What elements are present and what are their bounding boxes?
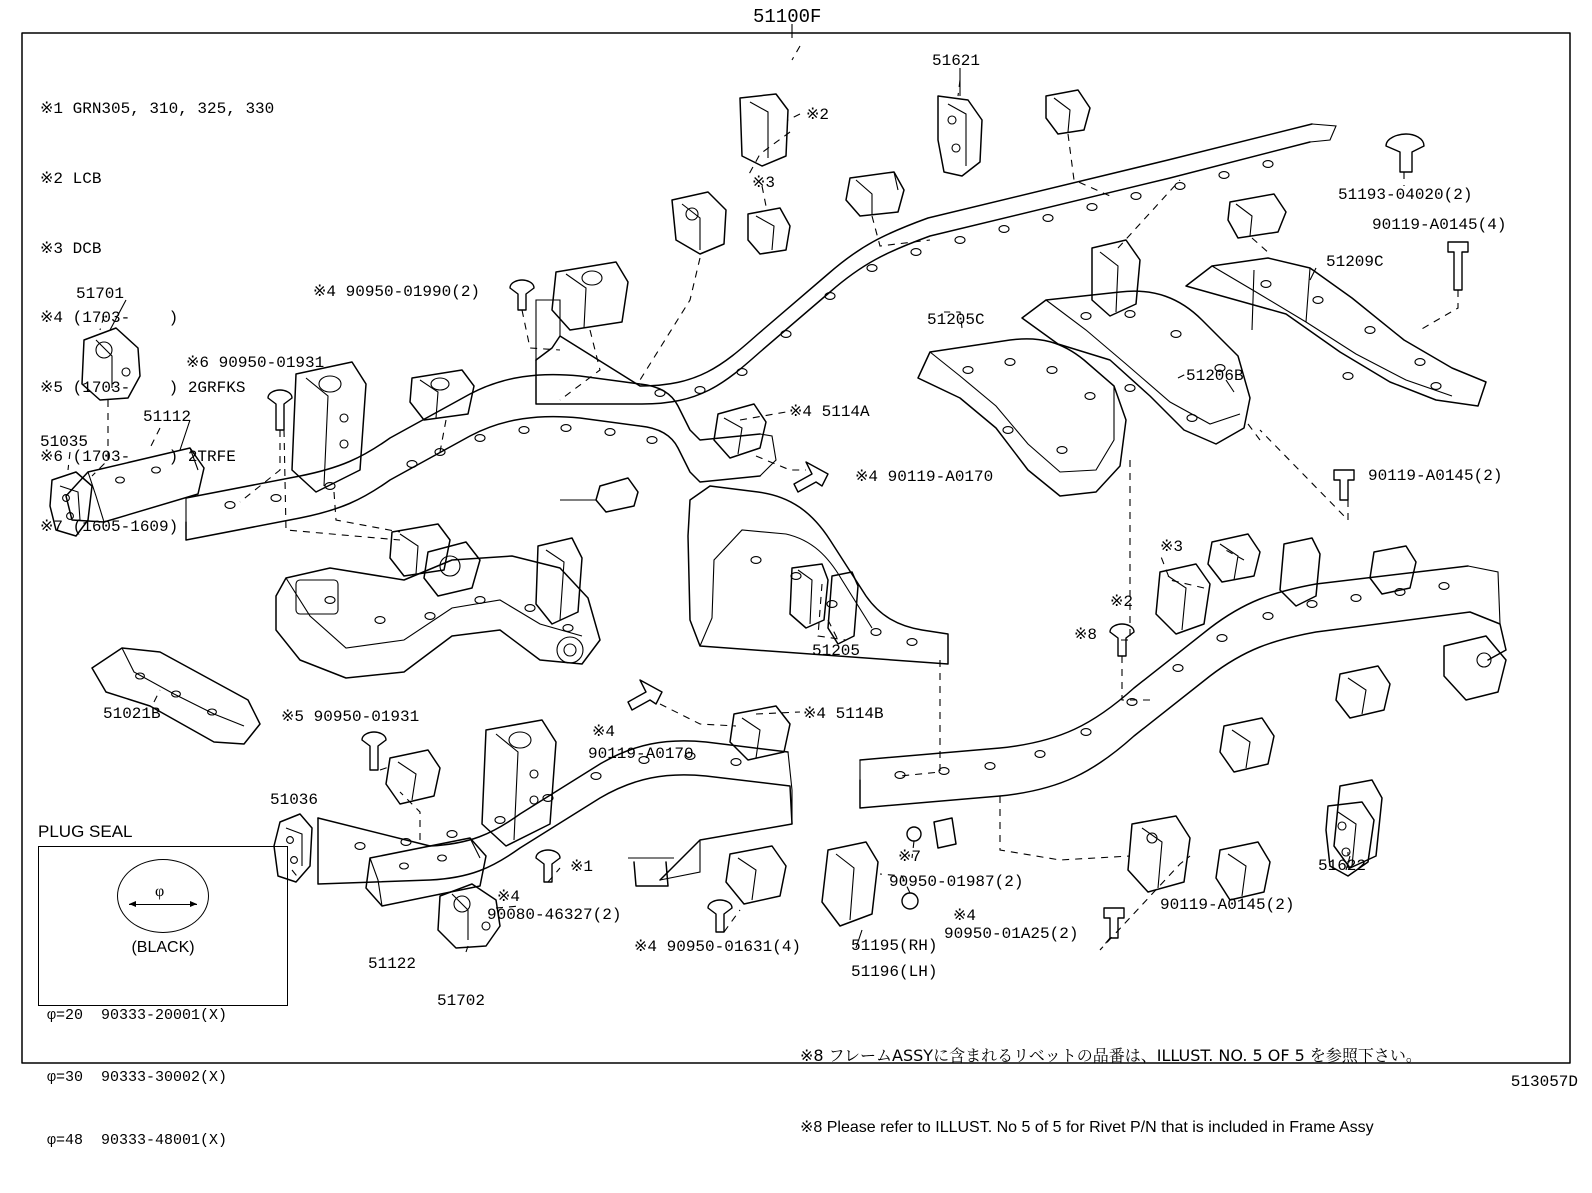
plug-seal-rows [47,965,227,1193]
part-callout-c21: 51021B [103,705,161,723]
part-callout-c26: 51036 [270,791,319,809]
plug-seal-row: φ=48 90333-48001(X) [47,1131,228,1149]
note-line: ※6 (1703- ) 2TRFE [40,448,236,467]
part-callout-c34: 90950-01A25(2) [944,925,1079,943]
diagram-code: 513057D [1510,1073,1578,1091]
plug-seal-legend [38,822,292,1149]
part-callout-c33: ※4 [953,907,977,925]
part-callout-c11: 51206B [1186,367,1244,385]
part-callout-c19: 51205 [812,642,861,660]
part-callout-c39: ※4 90950-01631(4) [634,938,802,956]
note-line: ※1 GRN305, 310, 325, 330 [40,100,275,119]
part-callout-c12: 51112 [143,408,192,426]
diameter-arrow-icon [129,904,197,905]
note-line: ※2 LCB [40,169,102,188]
part-callout-c24: ※4 5114B [803,705,884,723]
footer-note-jp: ※8 フレームASSYに含まれるリベットの品番は、ILLUST. NO. 5 OF 5 を参照下さい。 [800,1046,1422,1065]
part-callout-c04: 51193-04020(2) [1338,186,1473,204]
part-callout-c10: ※6 90950-01931 [186,354,325,372]
part-callout-c30: ※1 [570,858,594,876]
note-line: ※5 (1703- ) 2GRFKS [40,378,246,397]
part-callout-c31: ※4 [497,888,521,906]
part-callout-c14: 51035 [40,433,89,451]
plug-seal-row: φ=20 90333-20001(X) [47,1007,228,1025]
part-callout-c40: 51702 [437,992,486,1010]
part-callout-c09: 51205C [927,311,985,329]
plug-seal-box [38,846,288,1149]
part-callout-c05: 90119-A0145(4) [1372,216,1507,234]
part-callout-c01: 51621 [932,52,981,70]
part-callout-c18: ※2 [1110,593,1134,611]
note-line: ※3 DCB [40,239,102,258]
plug-seal-row: φ=30 90333-30002(X) [47,1069,228,1087]
part-callout-c15: ※4 90119-A0170 [855,468,994,486]
notes-legend [40,52,274,585]
part-callout-c36: 51122 [368,955,417,973]
plug-seal-color: (BLACK) [131,939,195,956]
part-callout-c07: ※4 90950-01990(2) [313,283,481,301]
part-callout-c20: ※8 [1074,626,1098,644]
note-line: ※4 (1703- ) [40,309,179,328]
footer-notes [800,996,1422,1188]
phi-symbol: φ [155,883,165,900]
part-callout-c29: 90950-01987(2) [889,873,1024,891]
plug-seal-title: PLUG SEAL [38,822,133,841]
part-callout-c35: 90119-A0145(2) [1160,896,1295,914]
footer-note-en: ※8 Please refer to ILLUST. No 5 of 5 for Rivet P/N that is included in Frame Assy [800,1119,1374,1136]
part-callout-c23: ※4 [592,723,616,741]
part-callout-c27: 51622 [1318,857,1367,875]
part-callout-c38: 51196(LH) [851,963,938,981]
part-callout-c22: ※5 90950-01931 [281,708,420,726]
diagram-title: 51100F [753,6,822,28]
part-callout-c02: ※2 [806,106,830,124]
part-callout-c03: ※3 [752,174,776,192]
part-callout-c32: 90080-46327(2) [487,906,622,924]
part-callout-c25: 90119-A0170 [588,745,694,763]
part-callout-c17: ※3 [1160,538,1184,556]
part-callout-c06: 51209C [1326,253,1384,271]
part-callout-c13: ※4 5114A [789,403,870,421]
part-callout-c37: 51195(RH) [851,937,938,955]
part-callout-c28: ※7 [898,848,922,866]
part-callout-c08: 51701 [76,285,125,303]
note-line: ※7 (1605-1609) [40,517,179,536]
part-callout-c16: 90119-A0145(2) [1368,467,1503,485]
